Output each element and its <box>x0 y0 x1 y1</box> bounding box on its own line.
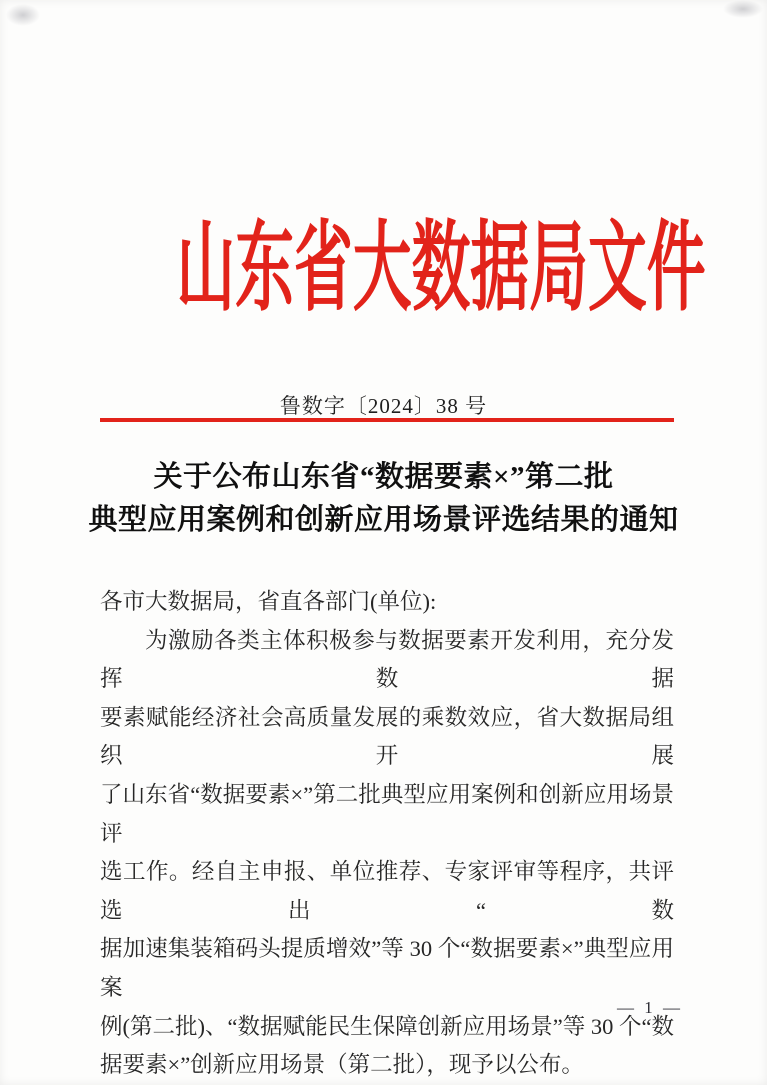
scan-artifact-top-right <box>723 0 763 18</box>
document-title-line-1: 关于公布山东省“数据要素×”第二批 <box>153 461 614 493</box>
document-title <box>0 456 767 542</box>
scan-artifact-top-left <box>6 4 40 26</box>
masthead-title: 山东省大数据局文件 <box>176 215 706 323</box>
body-line: 选工作。经自主申报、单位推荐、专家评审等程序，共评选出“数 <box>100 859 674 923</box>
body-line: 要素赋能经济社会高质量发展的乘数效应，省大数据局组织开展 <box>100 704 674 769</box>
document-number: 鲁数字〔2024〕38 号 <box>279 394 488 418</box>
page-number: — 1 — <box>617 998 683 1017</box>
salutation-line: 各市大数据局，省直各部门(单位): <box>100 589 437 614</box>
body-line: 例(第二批)、“数据赋能民生保障创新应用场景”等 30 个“数 <box>100 1013 674 1039</box>
body-line-last: 据要素×”创新应用场景（第二批），现予以公布。 <box>100 1052 584 1078</box>
body-line: 了山东省“数据要素×”第二批典型应用案例和创新应用场景评 <box>100 781 674 846</box>
document-body <box>100 583 674 1085</box>
body-line: 据加速集装箱码头提质增效”等 30 个“数据要素×”典型应用案 <box>100 936 674 1000</box>
red-separator-line <box>100 418 674 422</box>
body-line: 为激励各类主体积极参与数据要素开发利用，充分发挥数据 <box>100 627 674 692</box>
masthead <box>0 215 767 323</box>
document-title-line-2: 典型应用案例和创新应用场景评选结果的通知 <box>88 504 679 536</box>
